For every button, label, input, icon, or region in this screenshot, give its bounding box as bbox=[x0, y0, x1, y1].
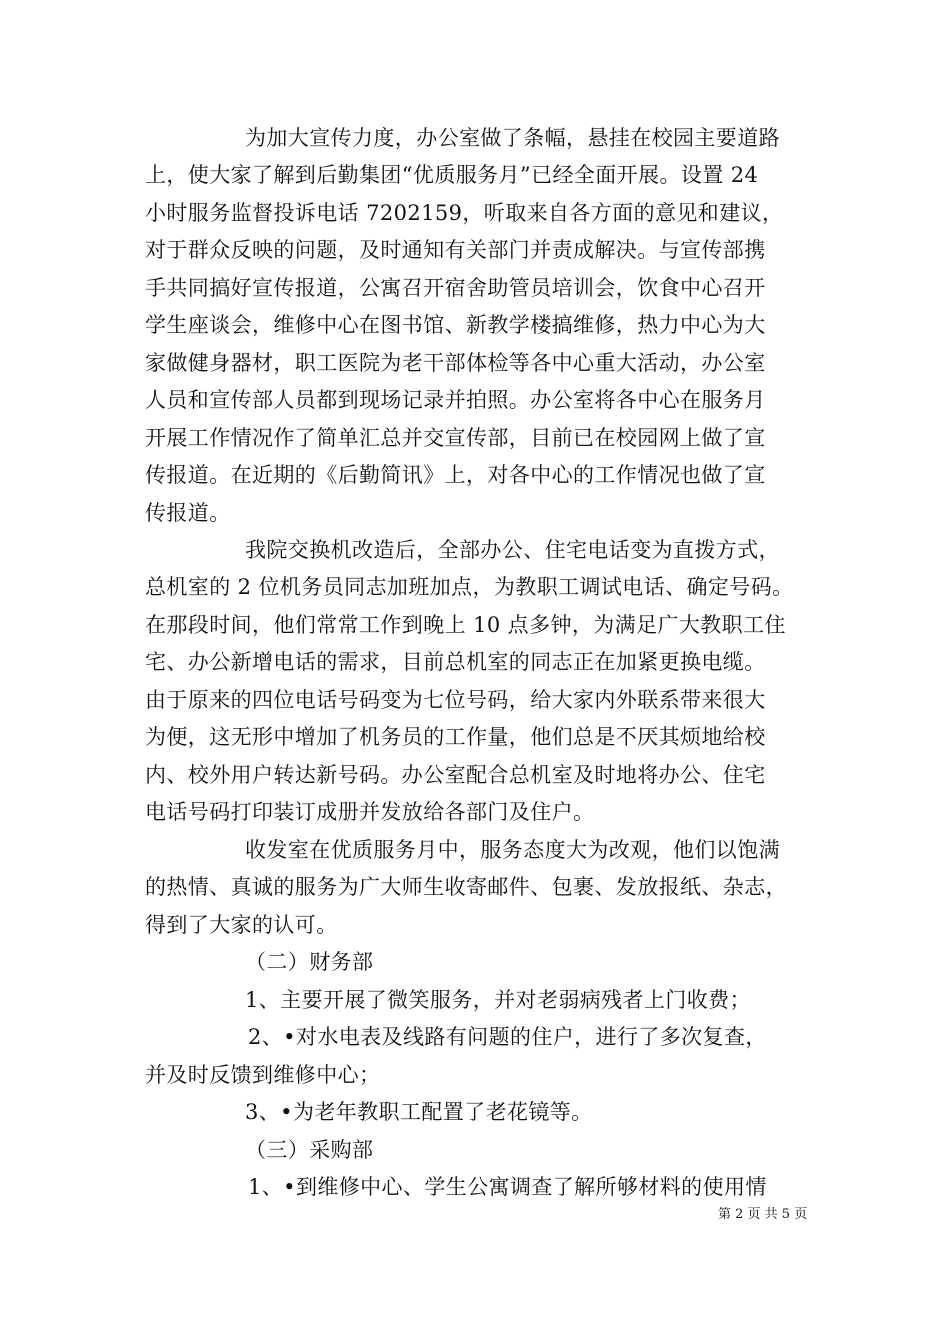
text-line: 收发室在优质服务月中，服务态度大为改观，他们以饱满 bbox=[245, 838, 780, 862]
text-line: 传报道。 bbox=[145, 501, 231, 525]
text-line: 宅、办公新增电话的需求，目前总机室的同志正在加紧更换电缆。 bbox=[145, 650, 766, 674]
text-line: 为便，这无形中增加了机务员的工作量，他们总是不厌其烦地给校 bbox=[145, 725, 766, 749]
section-heading: （二）财务部 bbox=[245, 950, 374, 974]
text-line: 的热情、真诚的服务为广大师生收寄邮件、包裹、发放报纸、杂志， bbox=[145, 875, 787, 899]
page-number-footer: 第 2 页 共 5 页 bbox=[718, 1207, 808, 1222]
text-line: 家做健身器材，职工医院为老干部体检等各中心重大活动，办公室 bbox=[145, 351, 766, 375]
text-line: 上，使大家了解到后勤集团“优质服务月”已经全面开展。设置 24 bbox=[145, 163, 759, 187]
list-item: 1、•到维修中心、学生公寓调查了解所够材料的使用情 bbox=[248, 1175, 767, 1199]
text-line: 得到了大家的认可。 bbox=[145, 913, 338, 937]
section-heading: （三）采购部 bbox=[245, 1138, 374, 1162]
text-line: 手共同搞好宣传报道，公寓召开宿舍助管员培训会，饮食中心召开 bbox=[145, 276, 766, 300]
list-item: 2、•对水电表及线路有问题的住户，进行了多次复查， bbox=[248, 1025, 767, 1049]
text-line: 内、校外用户转达新号码。办公室配合总机室及时地将办公、住宅 bbox=[145, 763, 766, 787]
list-item: 1、主要开展了微笑服务，并对老弱病残者上门收费； bbox=[245, 988, 751, 1012]
text-line: 传报道。在近期的《后勤简讯》上，对各中心的工作情况也做了宣 bbox=[145, 463, 766, 487]
text-line: 并及时反馈到维修中心； bbox=[145, 1063, 381, 1087]
text-line: 小时服务监督投诉电话 7202159，听取来自各方面的意见和建议， bbox=[145, 201, 784, 225]
text-line: 电话号码打印装订成册并发放给各部门及住户。 bbox=[145, 800, 595, 824]
list-item: 3、•为老年教职工配置了老花镜等。 bbox=[245, 1100, 593, 1124]
text-line: 为加大宣传力度，办公室做了条幅，悬挂在校园主要道路 bbox=[245, 126, 780, 150]
text-line: 在那段时间，他们常常工作到晚上 10 点多钟，为满足广大教职工住 bbox=[145, 613, 786, 637]
text-line: 人员和宣传部人员都到现场记录并拍照。办公室将各中心在服务月 bbox=[145, 388, 766, 412]
text-line: 开展工作情况作了简单汇总并交宣传部，目前已在校园网上做了宣 bbox=[145, 426, 766, 450]
text-line: 学生座谈会，维修中心在图书馆、新教学楼搞维修，热力中心为大 bbox=[145, 313, 766, 337]
text-line: 由于原来的四位电话号码变为七位号码，给大家内外联系带来很大 bbox=[145, 688, 766, 712]
text-line: 总机室的 2 位机务员同志加班加点，为教职工调试电话、确定号码。 bbox=[145, 575, 794, 599]
text-line: 对于群众反映的问题，及时通知有关部门并责成解决。与宣传部携 bbox=[145, 238, 766, 262]
text-line: 我院交换机改造后，全部办公、住宅电话变为直拨方式， bbox=[245, 538, 780, 562]
